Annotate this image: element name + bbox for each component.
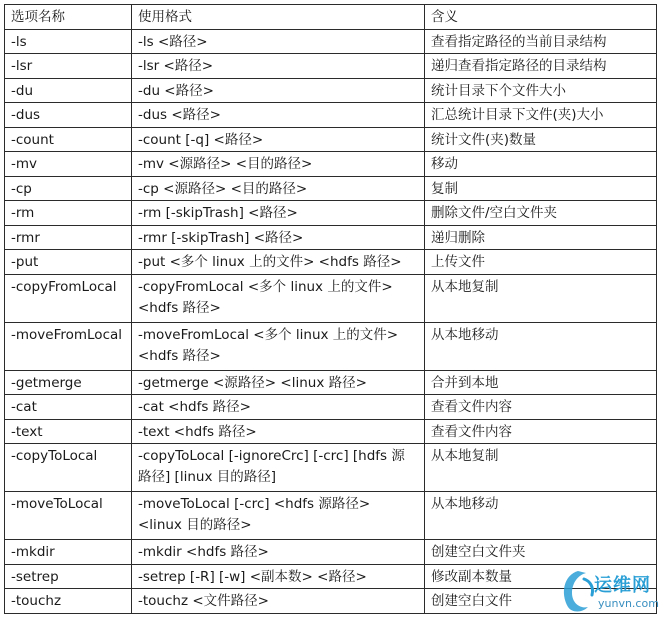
cell-usage-format: -copyFromLocal <多个 linux 上的文件> <hdfs 路径> [132, 274, 425, 322]
cell-option-name: -put [5, 250, 132, 275]
cell-usage-format: -cp <源路径> <目的路径> [132, 176, 425, 201]
cell-option-name: -cat [5, 395, 132, 420]
cell-usage-format: -cat <hdfs 路径> [132, 395, 425, 420]
cell-option-name: -count [5, 127, 132, 152]
cell-option-name: -dus [5, 103, 132, 128]
watermark-logo [558, 567, 658, 617]
cell-option-name: -mv [5, 152, 132, 177]
cell-usage-format: -setrep [-R] [-w] <副本数> <路径> [132, 564, 425, 589]
table-row [5, 322, 657, 370]
cell-option-name: -mkdir [5, 540, 132, 565]
cell-meaning: 统计目录下个文件大小 [425, 78, 657, 103]
watermark-url: yunvn.com [598, 597, 659, 610]
table-row [5, 540, 657, 565]
cell-meaning: 汇总统计目录下文件(夹)大小 [425, 103, 657, 128]
cell-usage-format: -count [-q] <路径> [132, 127, 425, 152]
cell-meaning: 递归查看指定路径的目录结构 [425, 54, 657, 79]
cell-option-name: -cp [5, 176, 132, 201]
table-row [5, 395, 657, 420]
cell-meaning: 从本地移动 [425, 492, 657, 540]
cell-meaning: 复制 [425, 176, 657, 201]
cell-meaning: 查看文件内容 [425, 395, 657, 420]
table-row [5, 127, 657, 152]
cell-option-name: -text [5, 419, 132, 444]
cell-usage-format: -mkdir <hdfs 路径> [132, 540, 425, 565]
table-row [5, 54, 657, 79]
cell-option-name: -copyFromLocal [5, 274, 132, 322]
cell-meaning: 修改副本数量 [425, 564, 657, 589]
table-row [5, 152, 657, 177]
cell-option-name: -rmr [5, 225, 132, 250]
cell-meaning: 统计文件(夹)数量 [425, 127, 657, 152]
cell-meaning: 递归删除 [425, 225, 657, 250]
cell-meaning: 查看指定路径的当前目录结构 [425, 29, 657, 54]
table-body [5, 29, 657, 613]
cell-meaning: 合并到本地 [425, 370, 657, 395]
table-row [5, 274, 657, 322]
cell-usage-format: -lsr <路径> [132, 54, 425, 79]
cell-option-name: -du [5, 78, 132, 103]
cell-meaning: 删除文件/空白文件夹 [425, 201, 657, 226]
table-row [5, 103, 657, 128]
cell-option-name: -moveFromLocal [5, 322, 132, 370]
cell-usage-format: -ls <路径> [132, 29, 425, 54]
cell-option-name: -copyToLocal [5, 444, 132, 492]
cell-usage-format: -rm [-skipTrash] <路径> [132, 201, 425, 226]
cell-meaning: 从本地复制 [425, 274, 657, 322]
cell-meaning: 创建空白文件夹 [425, 540, 657, 565]
header-usage-format: 使用格式 [132, 5, 425, 30]
cell-meaning: 移动 [425, 152, 657, 177]
table-row [5, 444, 657, 492]
table-row [5, 370, 657, 395]
cell-option-name: -getmerge [5, 370, 132, 395]
table-header-row [5, 5, 657, 30]
cell-usage-format: -rmr [-skipTrash] <路径> [132, 225, 425, 250]
cell-usage-format: -moveToLocal [-crc] <hdfs 源路径> <linux 目的路径> [132, 492, 425, 540]
cell-usage-format: -moveFromLocal <多个 linux 上的文件> <hdfs 路径> [132, 322, 425, 370]
cell-option-name: -moveToLocal [5, 492, 132, 540]
table-row [5, 78, 657, 103]
table-row [5, 176, 657, 201]
cell-meaning: 从本地移动 [425, 322, 657, 370]
cell-usage-format: -mv <源路径> <目的路径> [132, 152, 425, 177]
cell-option-name: -rm [5, 201, 132, 226]
cell-meaning: 上传文件 [425, 250, 657, 275]
cell-usage-format: -dus <路径> [132, 103, 425, 128]
cell-option-name: -setrep [5, 564, 132, 589]
table-row [5, 225, 657, 250]
hdfs-command-table [4, 4, 657, 614]
cell-usage-format: -getmerge <源路径> <linux 路径> [132, 370, 425, 395]
table-row [5, 419, 657, 444]
cell-meaning: 创建空白文件 [425, 589, 657, 614]
cell-option-name: -lsr [5, 54, 132, 79]
swoosh-icon [558, 567, 598, 615]
cell-option-name: -touchz [5, 589, 132, 614]
table-row [5, 201, 657, 226]
cell-usage-format: -copyToLocal [-ignoreCrc] [-crc] [hdfs 源路径] [linux 目的路径] [132, 444, 425, 492]
cell-option-name: -ls [5, 29, 132, 54]
table-row [5, 492, 657, 540]
cell-meaning: 查看文件内容 [425, 419, 657, 444]
header-option-name: 选项名称 [5, 5, 132, 30]
table-row [5, 250, 657, 275]
watermark-title: 运维网 [594, 575, 651, 596]
cell-meaning: 从本地复制 [425, 444, 657, 492]
cell-usage-format: -text <hdfs 路径> [132, 419, 425, 444]
header-meaning: 含义 [425, 5, 657, 30]
cell-usage-format: -touchz <文件路径> [132, 589, 425, 614]
cell-usage-format: -du <路径> [132, 78, 425, 103]
table-row [5, 29, 657, 54]
cell-usage-format: -put <多个 linux 上的文件> <hdfs 路径> [132, 250, 425, 275]
